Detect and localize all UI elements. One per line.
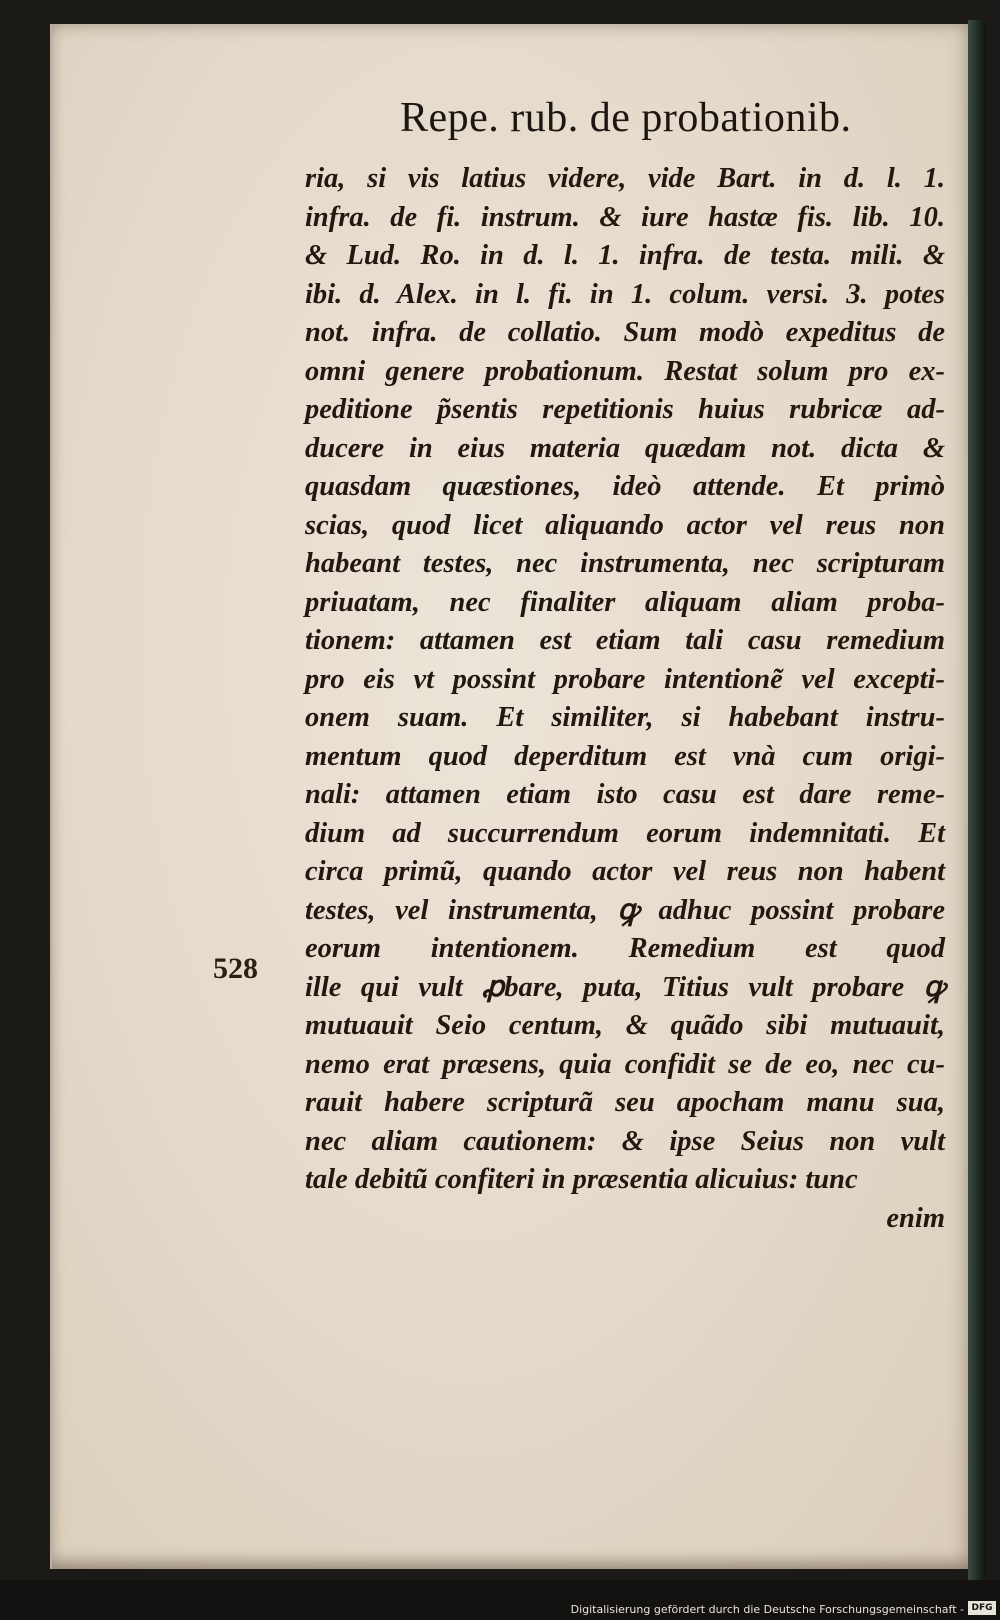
digitization-credit: Digitalisierung gefördert durch die Deutsche Forschungsgemeinschaft - (570, 1603, 964, 1616)
running-head: Repe. rub. de probationib. (400, 95, 852, 141)
text-line: infra. de fi. instrum. & iure hastæ fis. lib. 10. (305, 201, 945, 233)
text-line: scias, quod licet aliquando actor vel reus non (305, 509, 945, 541)
text-line: priuatam, nec finaliter aliquam aliam proba- (305, 586, 945, 618)
text-line: onem suam. Et similiter, si habebant instru- (305, 702, 945, 733)
text-line: habeant testes, nec instrumenta, nec scripturam (305, 548, 945, 579)
margin-section-number: 528 (213, 952, 258, 985)
body-text (305, 160, 945, 1238)
page-edge (968, 20, 986, 1580)
text-line: omni genere probationum. Restat solum pro ex- (305, 355, 945, 387)
text-line: eorum intentionem. Remedium est quod (305, 933, 945, 964)
text-line: rauit habere scripturã seu apocham manu sua, (305, 1087, 945, 1118)
text-line: not. infra. de collatio. Sum modò expeditus de (305, 317, 945, 348)
text-line: circa primũ, quando actor vel reus non habent (305, 856, 945, 887)
text-line: mentum quod deperditum est vnà cum origi- (305, 740, 945, 772)
text-line: ducere in eius materia quædam not. dicta & (305, 432, 945, 464)
text-line: nali: attamen etiam isto casu est dare reme- (305, 779, 945, 810)
text-line: ille qui vult ꝓbare, puta, Titius vult probare ꝙ (305, 971, 945, 1003)
text-line: quasdam quæstiones, ideò attende. Et primò (305, 471, 945, 502)
text-line: & Lud. Ro. in d. l. 1. infra. de testa. mili. & (305, 240, 945, 271)
text-line: tale debitũ confiteri in præsentia alicuius: tunc (305, 1164, 858, 1195)
text-line: mutuauit Seio centum, & quãdo sibi mutuauit, (305, 1010, 945, 1041)
catchword: enim (886, 1202, 945, 1234)
text-line: ria, si vis latius videre, vide Bart. in d. l. 1. (305, 163, 945, 194)
text-line: nec aliam cautionem: & ipse Seius non vult (305, 1125, 945, 1157)
text-line: pro eis vt possint probare intentionẽ vel excepti- (305, 663, 945, 695)
text-line: testes, vel instrumenta, ꝙ adhuc possint probare (305, 894, 945, 926)
text-line: ibi. d. Alex. in l. fi. in 1. colum. versi. 3. potes (305, 278, 945, 310)
dfg-logo: DFG (968, 1601, 996, 1615)
text-line: dium ad succurrendum eorum indemnitati. Et (305, 817, 945, 849)
text-line: nemo erat præsens, quia confidit se de eo, nec cu- (305, 1048, 945, 1080)
text-line: tionem: attamen est etiam tali casu remedium (305, 625, 945, 656)
text-line: peditione p̃sentis repetitionis huius rubricæ ad- (305, 394, 945, 425)
